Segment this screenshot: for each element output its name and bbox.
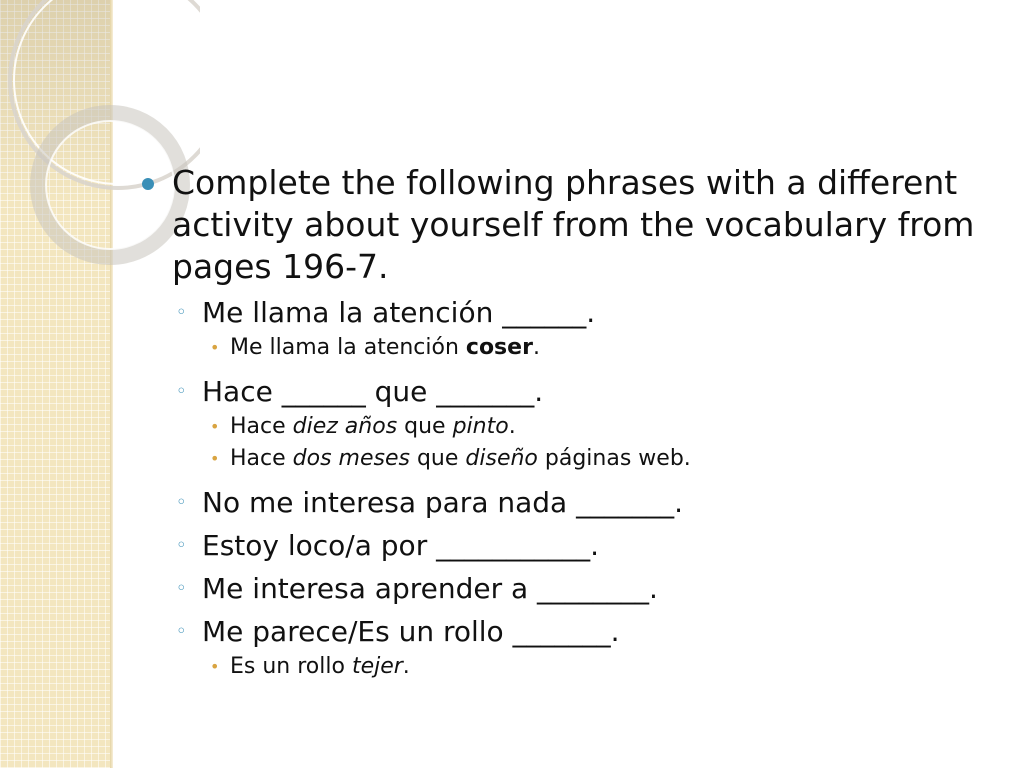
ring-bullet-icon: ◦ (176, 492, 187, 513)
bullet-dot-icon (142, 178, 154, 190)
band-shading (0, 0, 113, 200)
example-answer: diez años (292, 414, 398, 439)
example-item (140, 412, 1000, 442)
slide-content (140, 162, 1000, 682)
phrase-item (140, 570, 1000, 607)
example-text: . (532, 335, 540, 360)
example-answer: pinto (452, 414, 509, 439)
phrase-text: No me interesa para nada _______. (202, 486, 684, 519)
example-text: páginas web. (537, 446, 691, 471)
phrase-text: Me llama la atención ______. (202, 296, 596, 329)
example-item (140, 444, 1000, 474)
example-item (140, 333, 1000, 363)
example-answer: dos meses (292, 446, 410, 471)
example-text: Me llama la atención (230, 335, 466, 360)
ring-bullet-icon: ◦ (176, 381, 187, 402)
example-text: . (402, 654, 410, 679)
example-answer: diseño (465, 446, 538, 471)
main-bullet-item (140, 162, 1000, 288)
example-text: . (508, 414, 516, 439)
phrase-text: Me interesa aprender a ________. (202, 572, 658, 605)
instruction-text: Complete the following phrases with a different activity about yourself from the vocabulary from pages 196-7. (172, 163, 975, 286)
phrase-text: Hace ______ que _______. (202, 375, 544, 408)
ring-bullet-icon: ◦ (176, 535, 187, 556)
dot-bullet-icon: • (210, 338, 220, 357)
example-text: que (409, 446, 466, 471)
phrase-item (140, 373, 1000, 410)
dot-bullet-icon: • (210, 657, 220, 676)
example-item (140, 652, 1000, 682)
ring-bullet-icon: ◦ (176, 621, 187, 642)
example-answer: coser (465, 335, 533, 360)
dot-bullet-icon: • (210, 449, 220, 468)
ring-bullet-icon: ◦ (176, 302, 187, 323)
example-answer: tejer (351, 654, 403, 679)
ring-bullet-icon: ◦ (176, 578, 187, 599)
example-text: que (397, 414, 453, 439)
band-edge (110, 0, 113, 768)
dot-bullet-icon: • (210, 417, 220, 436)
example-text: Hace (230, 414, 293, 439)
phrase-text: Me parece/Es un rollo _______. (202, 615, 620, 648)
example-text: Hace (230, 446, 293, 471)
phrase-item (140, 484, 1000, 521)
phrase-item (140, 294, 1000, 331)
phrase-item (140, 527, 1000, 564)
example-text: Es un rollo (230, 654, 352, 679)
phrase-item (140, 613, 1000, 650)
phrase-text: Estoy loco/a por ___________. (202, 529, 600, 562)
